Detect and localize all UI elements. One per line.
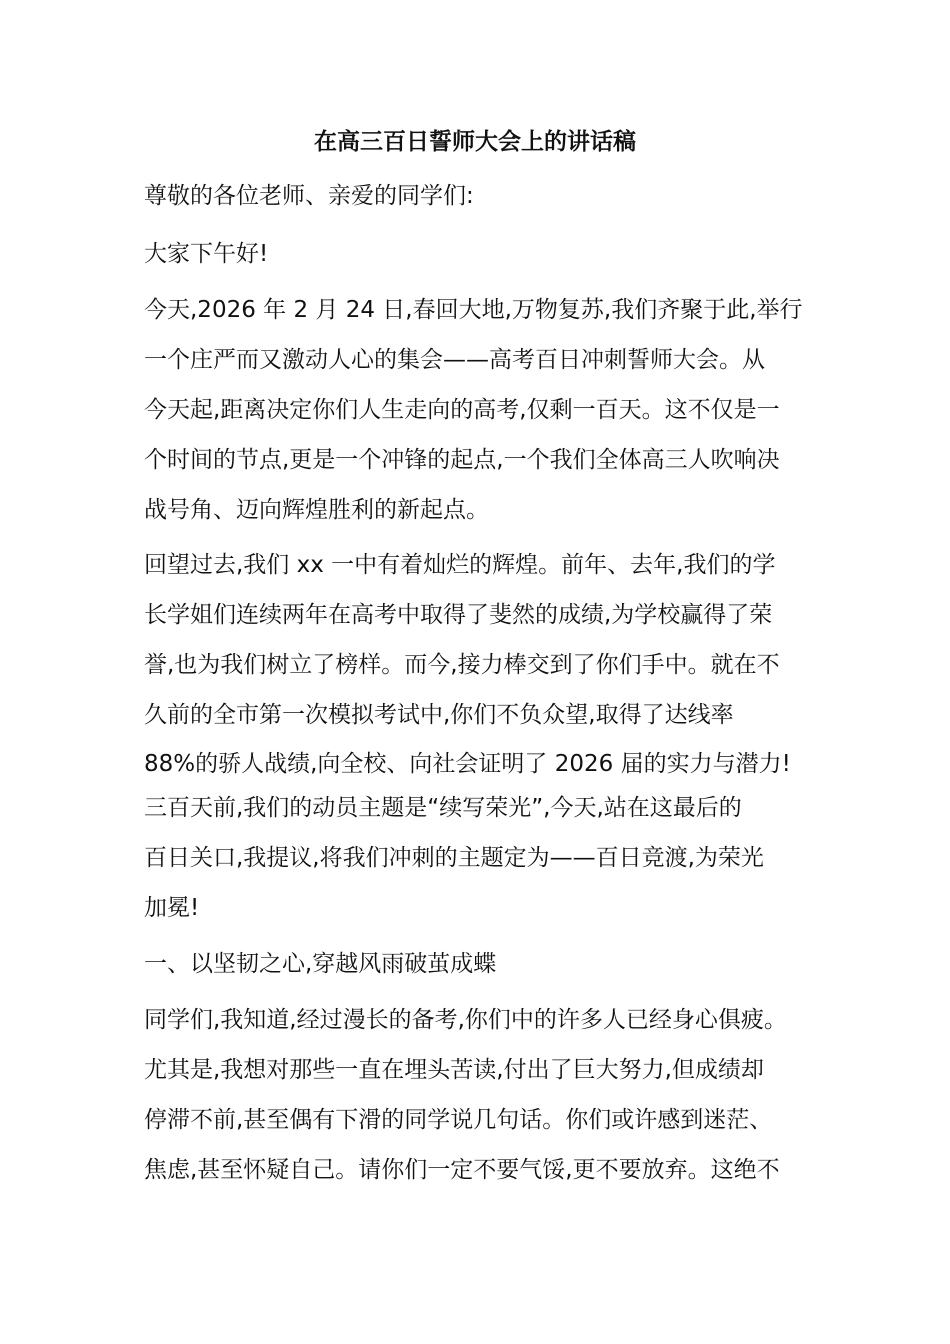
paragraph-1-line-1: 今天,2026 年 2 月 24 日,春回大地,万物复苏,我们齐聚于此,举行: [144, 297, 803, 323]
paragraph-4-line-4: 焦虑,甚至怀疑自己。请你们一定不要气馁,更不要放弃。这绝不: [144, 1157, 780, 1183]
paragraph-4-line-1: 同学们,我知道,经过漫长的备考,你们中的许多人已经身心俱疲。: [144, 1007, 787, 1033]
paragraph-3-line-2: 百日关口,我提议,将我们冲刺的主题定为——百日竞渡,为荣光: [144, 845, 764, 871]
paragraph-1-line-5: 战号角、迈向辉煌胜利的新起点。: [144, 497, 489, 523]
paragraph-2-line-4: 久前的全市第一次模拟考试中,你们不负众望,取得了达线率: [144, 702, 734, 728]
document-title: 在高三百日誓师大会上的讲话稿: [314, 129, 636, 155]
paragraph-1-line-3: 今天起,距离决定你们人生走向的高考,仅剩一百天。这不仅是一: [144, 397, 780, 423]
paragraph-2-line-3: 誉,也为我们树立了榜样。而今,接力棒交到了你们手中。就在不: [144, 652, 780, 678]
paragraph-1-line-4: 个时间的节点,更是一个冲锋的起点,一个我们全体高三人吹响决: [144, 447, 780, 473]
paragraph-2-line-1: 回望过去,我们 xx 一中有着灿烂的辉煌。前年、去年,我们的学: [144, 552, 776, 578]
greeting: 大家下午好!: [144, 241, 269, 267]
paragraph-3-line-1: 三百天前,我们的动员主题是“续写荣光”,今天,站在这最后的: [144, 795, 742, 821]
paragraph-1-line-2: 一个庄严而又激动人心的集会——高考百日冲刺誓师大会。从: [144, 347, 765, 373]
paragraph-2-line-5: 88%的骄人战绩,向全校、向社会证明了 2026 届的实力与潜力!: [144, 751, 791, 777]
section-heading-1: 一、以坚韧之心,穿越风雨破茧成蝶: [144, 951, 497, 977]
paragraph-4-line-3: 停滞不前,甚至偶有下滑的同学说几句话。你们或许感到迷茫、: [144, 1107, 773, 1133]
paragraph-3-line-3: 加冕!: [144, 895, 200, 921]
document-body: [144, 178, 809, 1188]
salutation: 尊敬的各位老师、亲爱的同学们:: [144, 183, 474, 209]
paragraph-2-line-2: 长学姐们连续两年在高考中取得了斐然的成绩,为学校赢得了荣: [144, 602, 773, 628]
paragraph-4-line-2: 尤其是,我想对那些一直在埋头苦读,付出了巨大努力,但成绩却: [144, 1057, 764, 1083]
